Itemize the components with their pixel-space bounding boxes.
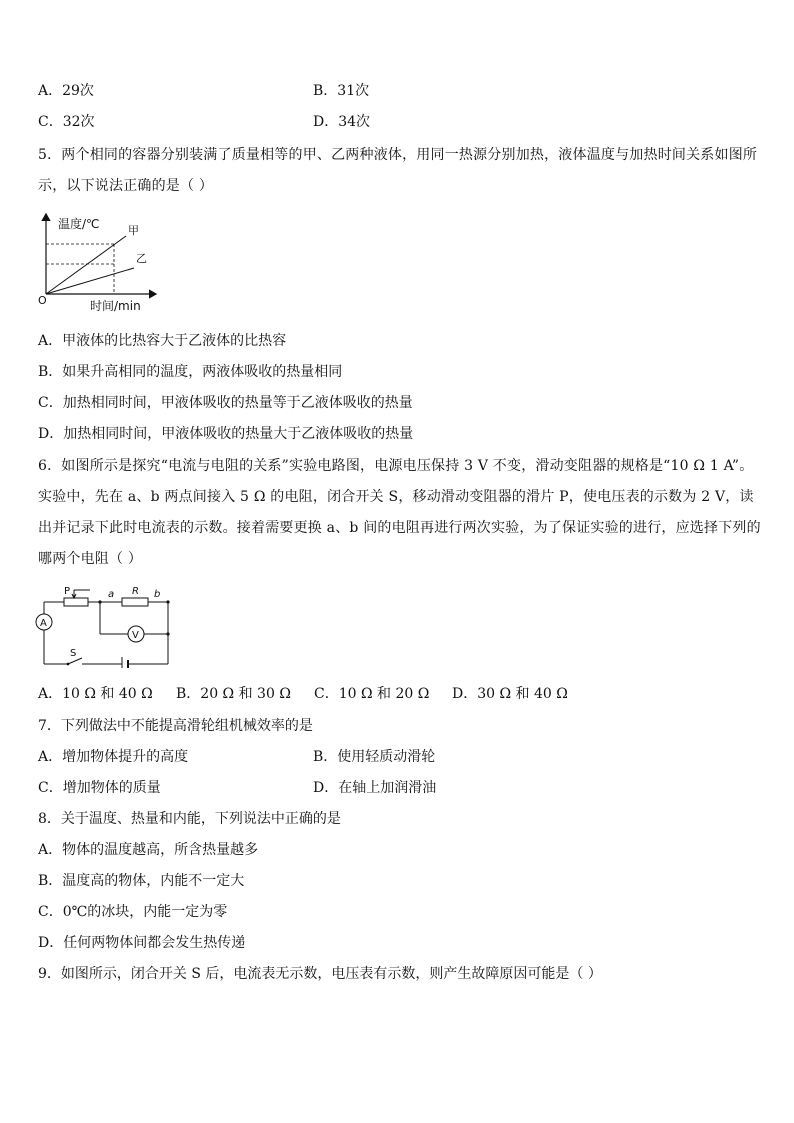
line-yi-label: 乙: [136, 252, 147, 265]
q6-option-b: B．20 Ω 和 30 Ω: [176, 686, 291, 702]
q9-stem: 9．如图所示，闭合开关 S 后，电流表无示数，电压表有示数，则产生故障原因可能是（ ）: [38, 966, 602, 982]
voltmeter-label: V: [132, 630, 139, 641]
q6-option-c: C．10 Ω 和 20 Ω: [314, 686, 430, 702]
q4-option-a: A．29次: [38, 83, 94, 99]
line-jia-label: 甲: [128, 224, 139, 237]
q5-option-c: C．加热相同时间，甲液体吸收的热量等于乙液体吸收的热量: [38, 395, 413, 411]
resistor-icon: [122, 598, 148, 606]
slider-label: P: [64, 586, 71, 597]
line-yi: [46, 268, 134, 294]
q7-option-d: D．在轴上加润滑油: [313, 780, 437, 796]
q7-option-c: C．增加物体的质量: [38, 780, 161, 796]
rheostat-icon: [64, 598, 88, 606]
q7-option-a: A．增加物体提升的高度: [38, 749, 189, 765]
q6-option-a: A．10 Ω 和 40 Ω: [38, 686, 153, 702]
q6-option-d: D．30 Ω 和 40 Ω: [452, 686, 568, 702]
ammeter-label: A: [40, 618, 47, 629]
q4-option-d: D．34次: [313, 114, 371, 130]
q4-option-b: B．31次: [313, 83, 370, 99]
resistor-label: R: [132, 586, 139, 597]
switch-label: S: [70, 648, 77, 659]
origin-label: O: [38, 294, 47, 307]
q5-option-d: D．加热相同时间，甲液体吸收的热量大于乙液体吸收的热量: [38, 426, 414, 442]
q8-stem: 8．关于温度、热量和内能，下列说法中正确的是: [38, 811, 341, 827]
q6-stem: 6．如图所示是探究“电流与电阻的关系”实验电路图，电源电压保持 3 V 不变，滑动变阻器的规格是“10 Ω 1 A”。实验中，先在 a、b 两点间接入 5 Ω 的电阻，闭合开关 S，移动滑动变阻器的滑片 P，使电压表的示数为 2 V，读出并记录下此时电流表的示数。接着需要更换 a、b 间的电阻再进行两次实验，为了保证实验的进行，应选择下列的哪两个电阻（ ）: [38, 458, 761, 567]
q5-option-a: A．甲液体的比热容大于乙液体的比热容: [38, 333, 287, 349]
q5-option-b: B．如果升高相同的温度，两液体吸收的热量相同: [38, 364, 343, 380]
q7-option-b: B．使用轻质动滑轮: [313, 749, 436, 765]
y-axis-label: 温度/℃: [58, 217, 100, 231]
q8-option-c: C．0℃的冰块，内能一定为零: [38, 904, 228, 920]
x-axis-label: 时间/min: [90, 299, 141, 313]
q8-option-b: B．温度高的物体，内能不一定大: [38, 873, 245, 889]
q6-circuit-diagram: [34, 580, 174, 668]
point-a-label: a: [108, 589, 115, 600]
q5-temperature-time-graph: [30, 208, 160, 316]
q8-option-a: A．物体的温度越高，所含热量越多: [38, 842, 259, 858]
q8-option-d: D．任何两物体间都会发生热传递: [38, 935, 246, 951]
q4-option-c: C．32次: [38, 114, 95, 130]
q5-stem: 5．两个相同的容器分别装满了质量相等的甲、乙两种液体，用同一热源分别加热，液体温度与加热时间关系如图所示，以下说法正确的是（ ）: [38, 147, 758, 194]
q7-stem: 7．下列做法中不能提高滑轮组机械效率的是: [38, 718, 313, 734]
point-b-label: b: [154, 589, 161, 600]
